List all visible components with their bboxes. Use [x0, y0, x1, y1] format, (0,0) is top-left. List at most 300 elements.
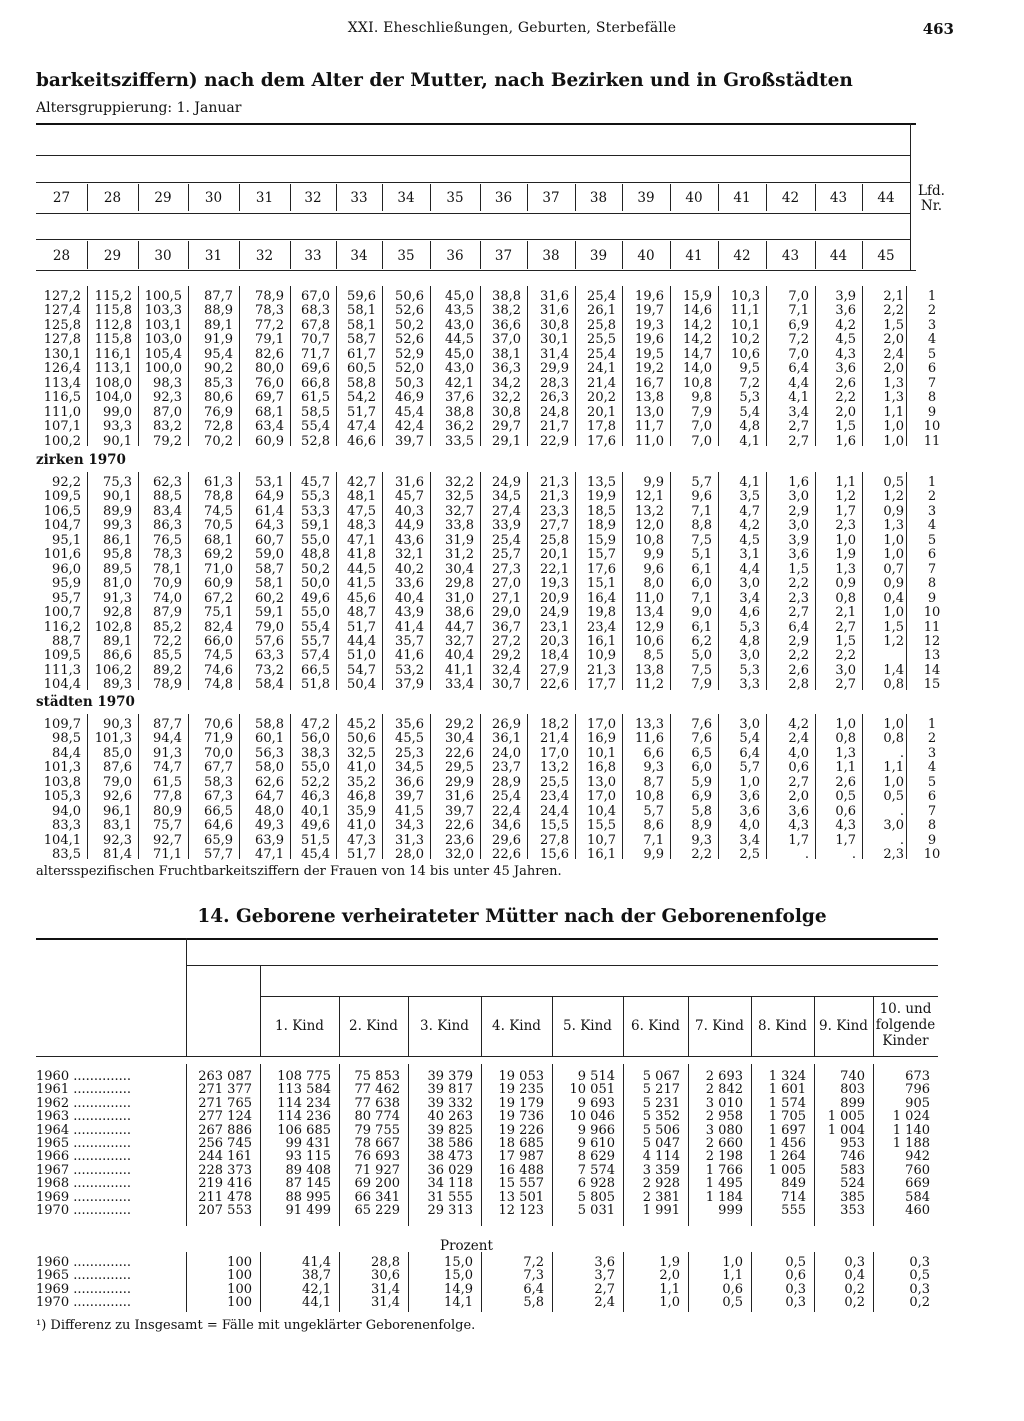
row-number: 5 [927, 346, 937, 362]
table-cell: 74,8 [204, 677, 233, 693]
table-cell: 89,9 [103, 503, 132, 519]
table-cell: 953 [840, 1136, 865, 1151]
table-cell: 19,6 [635, 332, 664, 348]
table-cell: 22,6 [492, 847, 521, 863]
table-cell: 22,4 [492, 803, 521, 819]
row-number: 6 [927, 547, 937, 563]
table-cell: 5 352 [642, 1109, 680, 1125]
age-from: 38 [589, 190, 608, 206]
table-cell: 1,3 [883, 390, 904, 406]
table-cell: 6,4 [739, 745, 760, 761]
table-cell: 70,0 [204, 745, 233, 761]
table-cell: 31,3 [395, 832, 424, 848]
year-label: 1967 .............. [36, 1162, 132, 1178]
table-cell: 24,4 [540, 803, 569, 819]
rule [188, 241, 189, 269]
year-label: 1963 .............. [36, 1109, 132, 1125]
table-cell: 41,5 [347, 576, 376, 592]
table-cell: 36,6 [492, 317, 521, 333]
running-head: XXI. Eheschließungen, Geburten, Sterbefälle [347, 20, 677, 36]
table1-subtitle: Altersgruppierung: 1. Januar [36, 100, 242, 116]
table-cell: 39,7 [395, 433, 424, 449]
table-cell: 58,7 [347, 332, 376, 348]
table-cell: 103,8 [43, 774, 81, 790]
table-cell: 0,9 [883, 503, 904, 519]
table-cell: 53,2 [395, 662, 424, 678]
year-label: 1960 .............. [36, 1069, 132, 1084]
table-cell: 6,0 [691, 576, 712, 592]
age-to: 33 [304, 248, 322, 264]
table-cell: 0,5 [883, 789, 904, 805]
table-cell: 79,1 [255, 332, 284, 348]
row-number: 11 [923, 433, 941, 449]
table-cell: 14,0 [683, 361, 712, 377]
table-cell: 6,9 [691, 789, 712, 805]
table-cell: 51,7 [347, 847, 376, 863]
table-cell: 4,2 [739, 518, 760, 534]
table-cell: 36 029 [427, 1162, 473, 1178]
table-cell: 95,4 [204, 346, 233, 362]
row-number: 3 [927, 317, 937, 333]
row-number: 12 [923, 633, 941, 649]
table-cell: 91,9 [204, 332, 233, 348]
table2-footnote: ¹) Differenz zu Insgesamt = Fälle mit ungeklärter Geborenenfolge. [36, 1318, 476, 1333]
table-cell: 83,5 [52, 847, 81, 863]
table-cell: 0,5 [883, 475, 904, 490]
table-cell: 63,3 [255, 648, 284, 664]
table-cell: 48,1 [347, 489, 376, 505]
table-cell: 1,1 [883, 760, 904, 776]
table-cell: 13,8 [635, 662, 664, 678]
table-cell: 1 601 [768, 1082, 806, 1098]
table-cell: 8,9 [691, 818, 712, 834]
table-cell: 50,2 [301, 561, 330, 577]
table-cell: 114 234 [277, 1095, 331, 1111]
table1-title: barkeitsziffern) nach dem Alter der Mutter, nach Bezirken und in Großstädten [36, 70, 853, 91]
table-cell: 58,1 [347, 303, 376, 319]
table-cell: 25,4 [492, 532, 521, 548]
table-cell: 77 462 [354, 1082, 400, 1098]
table-cell: 673 [905, 1069, 930, 1084]
row-number: 7 [927, 803, 937, 819]
row-number: 6 [927, 789, 937, 805]
table-cell: 1 574 [768, 1095, 806, 1111]
table-cell: 78,9 [255, 289, 284, 304]
table-cell: 49,3 [255, 818, 284, 834]
table-cell: 22,6 [540, 677, 569, 693]
table-cell: 18,2 [540, 717, 569, 732]
table-cell: 61,5 [301, 390, 330, 406]
table-cell: 87,0 [153, 404, 182, 420]
table-cell: 58,8 [255, 717, 284, 732]
table-cell: 12,1 [635, 489, 664, 505]
table-cell: 2,5 [739, 847, 760, 863]
table-cell: 1 495 [705, 1176, 743, 1192]
table-cell: 3 080 [705, 1122, 743, 1138]
table-cell: 5,3 [739, 619, 760, 635]
table-cell: 17,8 [587, 419, 616, 435]
table-cell: 4,0 [739, 818, 760, 834]
table-cell: 19,8 [587, 605, 616, 621]
table-cell: 0,6 [722, 1281, 743, 1297]
table-cell: 211 478 [198, 1189, 252, 1205]
table-cell: 2,3 [835, 518, 856, 534]
table-cell: 2,7 [835, 619, 856, 635]
table-cell: 41,5 [395, 803, 424, 819]
table-cell: 71,1 [153, 847, 182, 863]
table-cell: 3 010 [705, 1095, 743, 1111]
table-cell: 3,6 [835, 303, 856, 319]
row-number: 9 [927, 832, 937, 848]
table-cell: 60,1 [255, 731, 284, 747]
table-cell: 47,1 [255, 847, 284, 863]
table-cell: 95,7 [52, 590, 81, 606]
table-cell: 109,7 [43, 717, 81, 732]
table-cell: 74,6 [204, 662, 233, 678]
age-to: 42 [733, 248, 751, 264]
table-cell: 55,3 [301, 489, 330, 505]
table-cell: 48,3 [347, 518, 376, 534]
table-cell: 96,1 [103, 803, 132, 819]
table-cell: 3,6 [788, 803, 809, 819]
table-cell: 2,2 [835, 390, 856, 406]
table-cell: 52,9 [395, 346, 424, 362]
table-cell: 89,2 [153, 662, 182, 678]
table-cell: 58,5 [301, 404, 330, 420]
table-cell: 24,9 [540, 605, 569, 621]
age-from: 34 [397, 190, 415, 206]
table-cell: 50,4 [347, 677, 376, 693]
table-cell: 40,4 [445, 648, 474, 664]
table-cell: 21,4 [540, 731, 569, 747]
table-cell: 24,0 [492, 745, 521, 761]
table-cell: 107,1 [43, 419, 81, 435]
table-cell: 9,0 [691, 605, 712, 621]
table-cell: 93 115 [285, 1149, 331, 1165]
table-cell: 21,3 [540, 475, 569, 490]
table-cell: 6,1 [691, 619, 712, 635]
table-cell: 95,1 [52, 532, 81, 548]
row-number: 3 [927, 503, 937, 519]
table-cell: 2,7 [594, 1281, 615, 1297]
year-label: 1968 .............. [36, 1176, 132, 1192]
table-cell: 1,4 [883, 662, 904, 678]
table-cell: 1,5 [788, 561, 809, 577]
table-cell: 66,8 [301, 375, 330, 391]
section-label: zirken 1970 [36, 452, 126, 468]
table-cell: 5,9 [691, 774, 712, 790]
table-cell: 714 [781, 1189, 806, 1205]
table-cell: 42,1 [445, 375, 474, 391]
table-cell: 0,8 [835, 731, 856, 747]
table-cell: 75 853 [354, 1069, 400, 1084]
table-cell: 14,6 [683, 303, 712, 319]
table-cell: 56,0 [301, 731, 330, 747]
table-cell: 81,4 [103, 847, 132, 863]
table-cell: 52,0 [395, 361, 424, 377]
table-cell: 5,4 [739, 731, 760, 747]
table-cell: 13,0 [635, 404, 664, 420]
rule [36, 938, 938, 940]
table-cell: 10,1 [587, 745, 616, 761]
table-cell: 9,5 [739, 361, 760, 377]
table-cell: 59,0 [255, 547, 284, 563]
table-cell: 15,1 [587, 576, 616, 592]
table-cell: 50,6 [395, 289, 424, 304]
age-to: 41 [685, 248, 703, 264]
table-cell: 53,1 [255, 475, 284, 490]
table-cell: 12 123 [498, 1203, 544, 1218]
table-cell: 15,6 [540, 847, 569, 863]
table-cell: 10,2 [731, 332, 760, 348]
table-cell: 0,6 [835, 803, 856, 819]
table-cell: 8,6 [643, 818, 664, 834]
age-to: 43 [781, 248, 800, 264]
year-label: 1969 .............. [36, 1281, 132, 1297]
table-cell: 60,7 [255, 532, 284, 548]
table-cell: 10,1 [731, 317, 760, 333]
row-number: 5 [927, 774, 937, 790]
table-cell: 29 313 [427, 1203, 473, 1218]
table-cell: 2 928 [642, 1176, 680, 1192]
table-cell: 6,1 [691, 561, 712, 577]
table-cell: 34,2 [492, 375, 521, 391]
table-cell: 1,1 [659, 1281, 680, 1297]
table-cell: 7,0 [788, 346, 809, 362]
table-cell: 55,7 [301, 633, 330, 649]
table-cell: 7,6 [691, 731, 712, 747]
table-cell: . [804, 847, 809, 863]
table-cell: 2,7 [788, 605, 809, 621]
table-cell: 7,1 [691, 590, 712, 606]
table-cell: 104,1 [43, 832, 81, 848]
table-cell: 53,3 [301, 503, 330, 519]
table-cell: 100,7 [43, 605, 81, 621]
table-cell: 24,1 [587, 361, 616, 377]
table-cell: 41,6 [395, 648, 424, 664]
table-cell: 61,4 [255, 503, 284, 519]
table-cell: 2,7 [835, 677, 856, 693]
table-cell: 796 [905, 1082, 930, 1098]
kind-col-header: 10. und folgende Kinder [875, 1001, 936, 1049]
table-cell: 3,3 [739, 677, 760, 693]
table-cell: 21,3 [587, 662, 616, 678]
table-cell: 44,5 [445, 332, 474, 348]
table-cell: 60,5 [347, 361, 376, 377]
kind-col-header: 1. Kind [275, 1018, 324, 1034]
table-cell: 10,8 [635, 532, 664, 548]
table-cell: 108,0 [94, 375, 132, 391]
table-cell: 48,7 [347, 605, 376, 621]
table-cell: 43,0 [445, 317, 474, 333]
table-cell: 69,2 [204, 547, 233, 563]
table-cell: 15,5 [540, 818, 569, 834]
rule [36, 213, 910, 214]
table-cell: 44,1 [302, 1295, 331, 1311]
table-cell: 9,6 [643, 561, 664, 577]
table-cell: 2,3 [788, 590, 809, 606]
table-cell: 0,3 [909, 1281, 930, 1297]
row-number: 1 [927, 289, 937, 304]
table-cell: 271 377 [198, 1082, 252, 1098]
table-cell: 95,9 [52, 576, 81, 592]
table-cell: 0,4 [883, 590, 904, 606]
table-cell: 10,7 [587, 832, 616, 848]
table-cell: 8,5 [643, 648, 664, 664]
table-cell: 3,4 [788, 404, 809, 420]
table-cell: 44,7 [445, 619, 474, 635]
row-number: 9 [927, 404, 937, 420]
table-cell: 1,6 [788, 475, 809, 490]
table-cell: 31,4 [371, 1295, 400, 1311]
table-cell: 77,2 [255, 317, 284, 333]
table-cell: 67,2 [204, 590, 233, 606]
table-cell: 91,3 [153, 745, 182, 761]
table-cell: 17,0 [587, 717, 616, 732]
table-cell: 90,2 [204, 361, 233, 377]
table-cell: 20,1 [540, 547, 569, 563]
rule [430, 241, 431, 269]
table-cell: 32,1 [395, 547, 424, 563]
table-cell: 1 188 [892, 1136, 930, 1151]
table-cell: 72,8 [204, 419, 233, 435]
table-cell: 13,8 [635, 390, 664, 406]
table-cell: 1 264 [768, 1149, 806, 1165]
table-cell: 1 766 [705, 1162, 743, 1178]
table-cell: 2,9 [788, 633, 809, 649]
table-cell: 10,4 [587, 803, 616, 819]
table-cell: 1,0 [883, 532, 904, 548]
table-cell: 15,7 [587, 547, 616, 563]
table-cell: 1,0 [883, 774, 904, 790]
table-cell: 42,7 [347, 475, 376, 490]
year-label: 1970 .............. [36, 1203, 132, 1218]
table-cell: 15 557 [498, 1176, 544, 1192]
row-number: 8 [927, 576, 937, 592]
table-cell: 35,9 [347, 803, 376, 819]
table-cell: 4 114 [642, 1149, 680, 1165]
table-cell: 21,4 [587, 375, 616, 391]
table-cell: 19,5 [635, 346, 664, 362]
table-cell: 1,7 [788, 832, 809, 848]
table-cell: 25,3 [395, 745, 424, 761]
table-cell: 31,6 [395, 475, 424, 490]
table-cell: 18,4 [540, 648, 569, 664]
table-cell: 127,8 [43, 332, 81, 348]
table-cell: 70,9 [153, 576, 182, 592]
table-cell: 25,8 [587, 317, 616, 333]
age-to: 31 [204, 248, 223, 264]
table-cell: 47,2 [301, 717, 330, 732]
table-cell: 103,3 [144, 303, 182, 319]
table-cell: 103,1 [144, 317, 182, 333]
table-cell: 58,3 [204, 774, 233, 790]
table-cell: 19,9 [587, 489, 616, 505]
table-cell: 106 685 [277, 1122, 331, 1138]
table-cell: 17,6 [587, 433, 616, 449]
table-cell: 3,6 [739, 789, 760, 805]
table-cell: 21,3 [540, 489, 569, 505]
table-cell: 99,0 [103, 404, 132, 420]
table-cell: 98,3 [153, 375, 182, 391]
table-cell: 4,3 [788, 818, 809, 834]
kind-col-header: 6. Kind [631, 1018, 680, 1034]
table-cell: 9,3 [691, 832, 712, 848]
table-cell: 32,5 [347, 745, 376, 761]
table-cell: 38,3 [301, 745, 330, 761]
table-cell: 244 161 [198, 1149, 252, 1165]
age-from: 42 [781, 190, 800, 206]
table-cell: 88 995 [285, 1189, 331, 1205]
table-cell: 2,0 [883, 332, 904, 348]
table-cell: 2,6 [788, 662, 809, 678]
rule [239, 184, 240, 211]
table-cell: 22,6 [445, 818, 474, 834]
table-cell: 5 217 [642, 1082, 680, 1098]
table-cell: 52,6 [395, 332, 424, 348]
table-cell: 100 [227, 1268, 252, 1284]
table-cell: 90,1 [103, 433, 132, 449]
table-cell: 58,0 [255, 760, 284, 776]
table-cell: 3,4 [739, 590, 760, 606]
table-cell: 66,5 [204, 803, 233, 819]
table-cell: 29,6 [492, 832, 521, 848]
table-cell: 1,2 [835, 489, 856, 505]
row-number: 3 [927, 745, 937, 761]
table-cell: 5,3 [739, 390, 760, 406]
table-cell: 17 987 [498, 1149, 544, 1165]
age-to: 32 [255, 248, 274, 264]
table-cell: 7,2 [523, 1255, 544, 1270]
table-cell: 37,6 [445, 390, 474, 406]
rule [906, 472, 907, 690]
table-cell: 79,0 [103, 774, 132, 790]
table-cell: 2 958 [705, 1109, 743, 1125]
table-cell: 4,3 [835, 818, 856, 834]
table-cell: 999 [718, 1203, 743, 1218]
table-cell: 58,1 [255, 576, 284, 592]
table-cell: 41,1 [445, 662, 474, 678]
table-cell: 92,3 [103, 832, 132, 848]
table-cell: 33,4 [445, 677, 474, 693]
table-cell: 0,3 [844, 1255, 865, 1270]
table-cell: 3,6 [835, 361, 856, 377]
table-cell: 45,2 [347, 717, 376, 732]
table-cell: 27,1 [492, 590, 521, 606]
table-cell: 26,3 [540, 390, 569, 406]
table-cell: 32,7 [445, 633, 474, 649]
table-cell: 3,0 [739, 576, 760, 592]
table-cell: 3,5 [739, 489, 760, 505]
table-cell: 29,8 [445, 576, 474, 592]
table-cell: 48,0 [255, 803, 284, 819]
table-cell: 14,1 [444, 1295, 473, 1311]
table-cell: 94,4 [153, 731, 182, 747]
table-cell: 42,4 [395, 419, 424, 435]
table-cell: 116,2 [43, 619, 81, 635]
table-cell: 6,5 [691, 745, 712, 761]
rule [36, 1056, 938, 1057]
table-cell: 55,0 [301, 760, 330, 776]
table-cell: 47,5 [347, 503, 376, 519]
table-cell: 82,6 [255, 346, 284, 362]
table-cell: 13,4 [635, 605, 664, 621]
table-cell: 66,5 [301, 662, 330, 678]
table-cell: 40 263 [427, 1109, 473, 1125]
table-cell: 9 693 [577, 1095, 615, 1111]
table-cell: 41,8 [347, 547, 376, 563]
table-cell: 87,7 [204, 289, 233, 304]
